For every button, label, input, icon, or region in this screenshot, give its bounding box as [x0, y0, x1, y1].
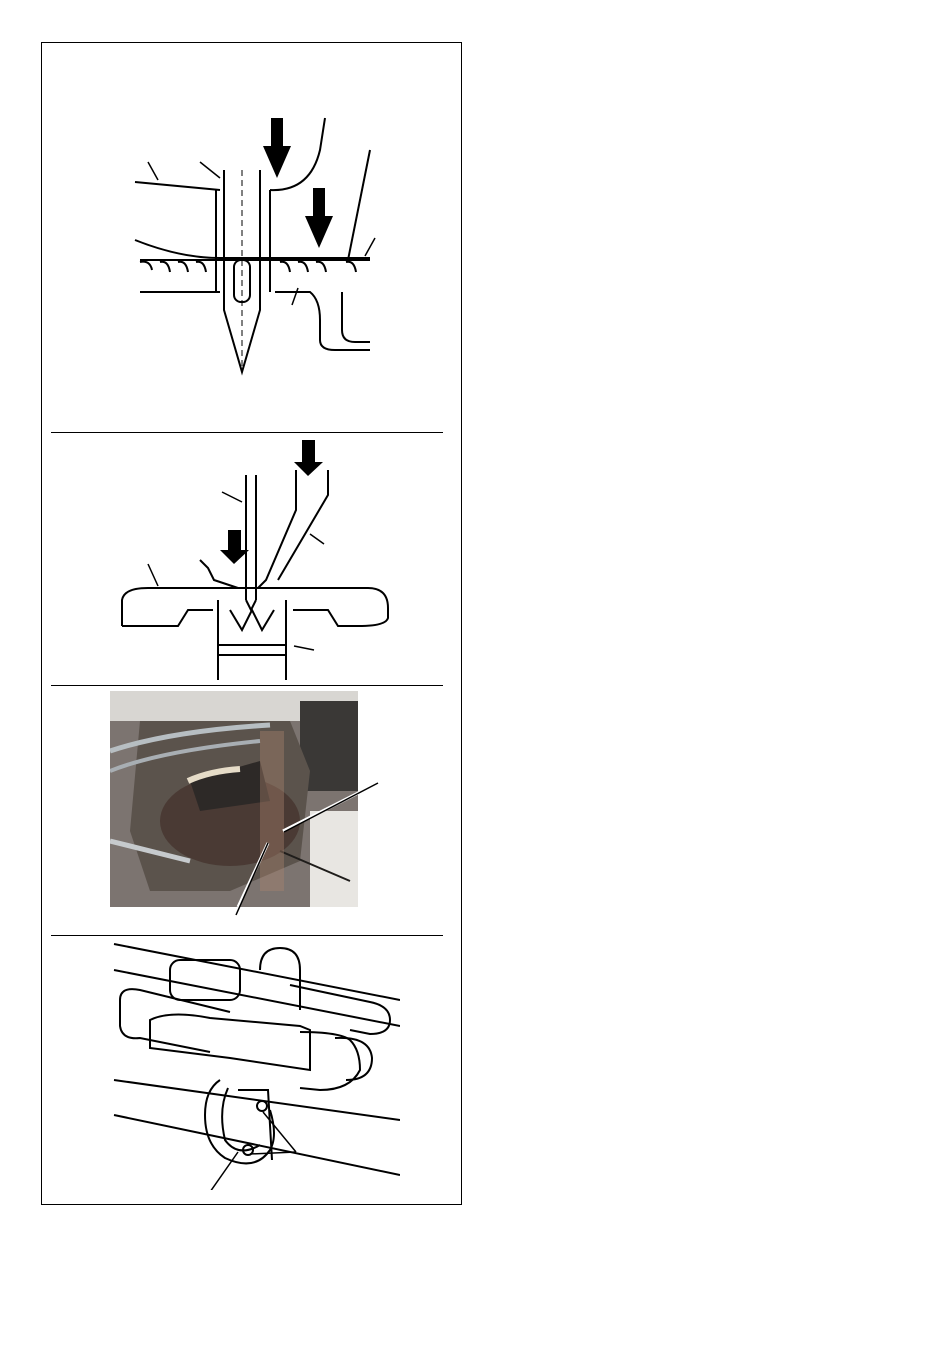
panel-divider-1 — [51, 432, 443, 433]
hook-shaft-illustration — [110, 940, 400, 1190]
panel-divider-2 — [51, 685, 443, 686]
panel-divider-3 — [51, 935, 443, 936]
hook-photo-image — [110, 691, 390, 916]
needle-feed-dog-drawing — [120, 110, 390, 385]
needle-feed-dog-illustration — [120, 110, 390, 385]
feed-dog-hook-illustration — [118, 440, 398, 680]
feed-dog-hook-drawing — [118, 440, 398, 680]
hook-photo — [110, 691, 390, 916]
hook-shaft-drawing — [110, 940, 400, 1190]
